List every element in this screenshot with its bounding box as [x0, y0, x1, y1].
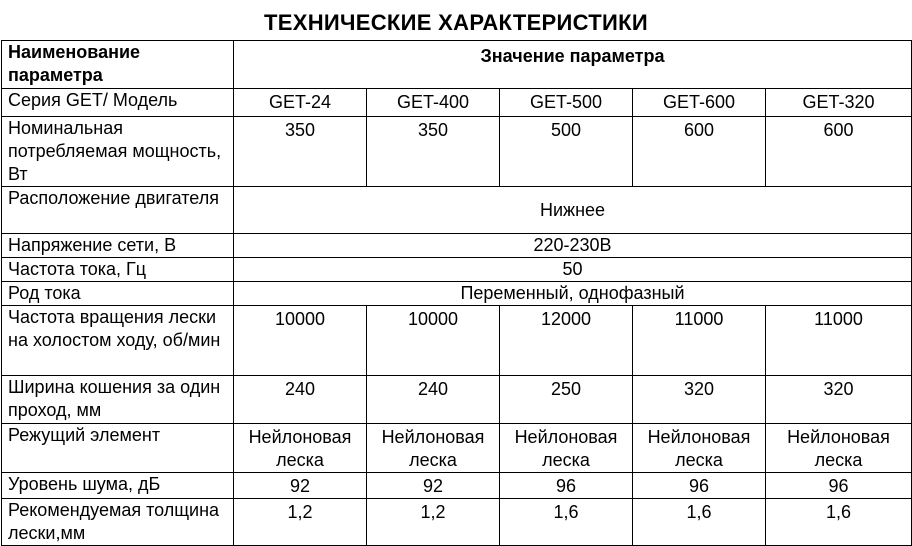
row-value-shared: Переменный, однофазный	[234, 282, 912, 306]
row-value: 350	[234, 117, 367, 187]
row-value: GET-400	[367, 89, 500, 117]
row-value: 92	[234, 473, 367, 499]
row-value: 240	[367, 376, 500, 424]
header-param-value: Значение параметра	[234, 41, 912, 89]
row-value: 1,2	[367, 499, 500, 546]
row-value: 10000	[367, 306, 500, 376]
row-value: 11000	[633, 306, 766, 376]
row-value-shared: 50	[234, 258, 912, 282]
row-value: 92	[367, 473, 500, 499]
row-label: Рекомендуемая толщина лески,мм	[2, 499, 234, 546]
row-label: Уровень шума, дБ	[2, 473, 234, 499]
row-value: 320	[633, 376, 766, 424]
table-row	[2, 282, 912, 306]
row-value: Нейлоновая леска	[367, 424, 500, 473]
row-label: Серия GET/ Модель	[2, 89, 234, 117]
table-row	[2, 376, 912, 424]
row-label: Род тока	[2, 282, 234, 306]
row-value: GET-320	[766, 89, 912, 117]
table-row	[2, 187, 912, 234]
table-row	[2, 499, 912, 546]
table-row	[2, 424, 912, 473]
table-row	[2, 117, 912, 187]
row-value: 10000	[234, 306, 367, 376]
row-value: 12000	[500, 306, 633, 376]
row-value-shared: 220-230В	[234, 234, 912, 258]
row-value: 1,6	[500, 499, 633, 546]
row-label: Расположение двигателя	[2, 187, 234, 234]
row-label: Ширина кошения за один проход, мм	[2, 376, 234, 424]
document-title: ТЕХНИЧЕСКИЕ ХАРАКТЕРИСТИКИ	[264, 10, 648, 35]
table-row	[2, 89, 912, 117]
row-value: 500	[500, 117, 633, 187]
table-row	[2, 258, 912, 282]
row-value: Нейлоновая леска	[234, 424, 367, 473]
row-value: Нейлоновая леска	[500, 424, 633, 473]
row-value: 96	[633, 473, 766, 499]
row-value: GET-600	[633, 89, 766, 117]
row-value-shared: Нижнее	[234, 187, 912, 234]
row-label: Номинальная потребляемая мощность, Вт	[2, 117, 234, 187]
row-label: Частота вращения лески на холостом ходу, об/мин	[2, 306, 234, 376]
table-row	[2, 306, 912, 376]
row-value: 1,2	[234, 499, 367, 546]
row-value: 1,6	[766, 499, 912, 546]
row-value: 11000	[766, 306, 912, 376]
row-value: 96	[500, 473, 633, 499]
row-value: 350	[367, 117, 500, 187]
row-value: 600	[766, 117, 912, 187]
header-param-name: Наименование параметра	[2, 41, 234, 89]
row-value: 320	[766, 376, 912, 424]
row-value: Нейлоновая леска	[633, 424, 766, 473]
specs-table	[1, 40, 912, 546]
header-row	[2, 41, 912, 89]
table-row	[2, 234, 912, 258]
row-label: Напряжение сети, В	[2, 234, 234, 258]
row-value: Нейлоновая леска	[766, 424, 912, 473]
row-value: GET-24	[234, 89, 367, 117]
table-row	[2, 473, 912, 499]
row-label: Частота тока, Гц	[2, 258, 234, 282]
row-value: 600	[633, 117, 766, 187]
row-value: 1,6	[633, 499, 766, 546]
row-value: 240	[234, 376, 367, 424]
row-label: Режущий элемент	[2, 424, 234, 473]
row-value: 250	[500, 376, 633, 424]
row-value: 96	[766, 473, 912, 499]
row-value: GET-500	[500, 89, 633, 117]
